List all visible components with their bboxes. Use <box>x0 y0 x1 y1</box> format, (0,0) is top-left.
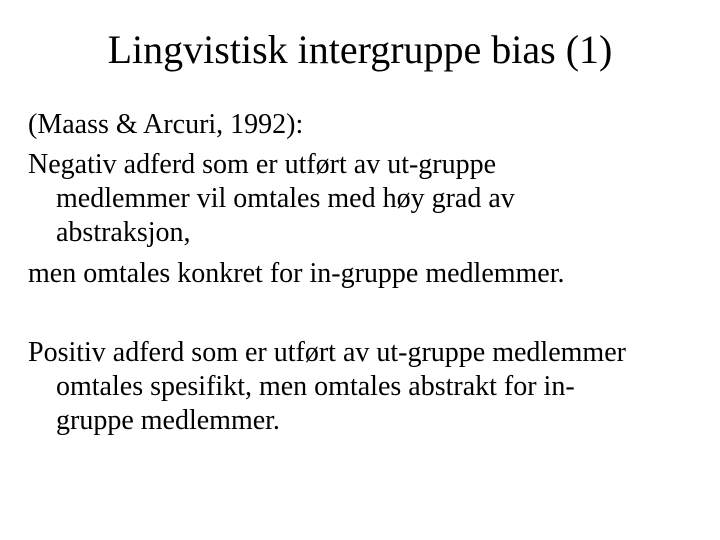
positive-line-2: omtales spesifikt, men omtales abstrakt for in- <box>56 371 575 402</box>
negative-line-1: Negativ adferd som er utført av ut-gruppe <box>28 149 497 180</box>
negative-line-2: medlemmer vil omtales med høy grad av <box>56 183 515 214</box>
citation-paragraph <box>28 108 718 142</box>
positive-line-1: Positiv adferd som er utført av ut-gruppe medlemmer <box>28 337 626 368</box>
slide-title: Lingvistisk intergruppe bias (1) <box>107 27 613 72</box>
negative-line-3: abstraksjon, <box>56 217 191 248</box>
citation-text: (Maass & Arcuri, 1992): <box>28 109 304 140</box>
positive-behavior-paragraph <box>28 336 718 438</box>
positive-line-3: gruppe medlemmer. <box>56 405 280 436</box>
contrast-text: men omtales konkret for in-gruppe medlemmer. <box>28 258 565 289</box>
contrast-paragraph <box>28 257 718 291</box>
negative-behavior-paragraph <box>28 148 718 250</box>
slide-body <box>28 108 718 438</box>
